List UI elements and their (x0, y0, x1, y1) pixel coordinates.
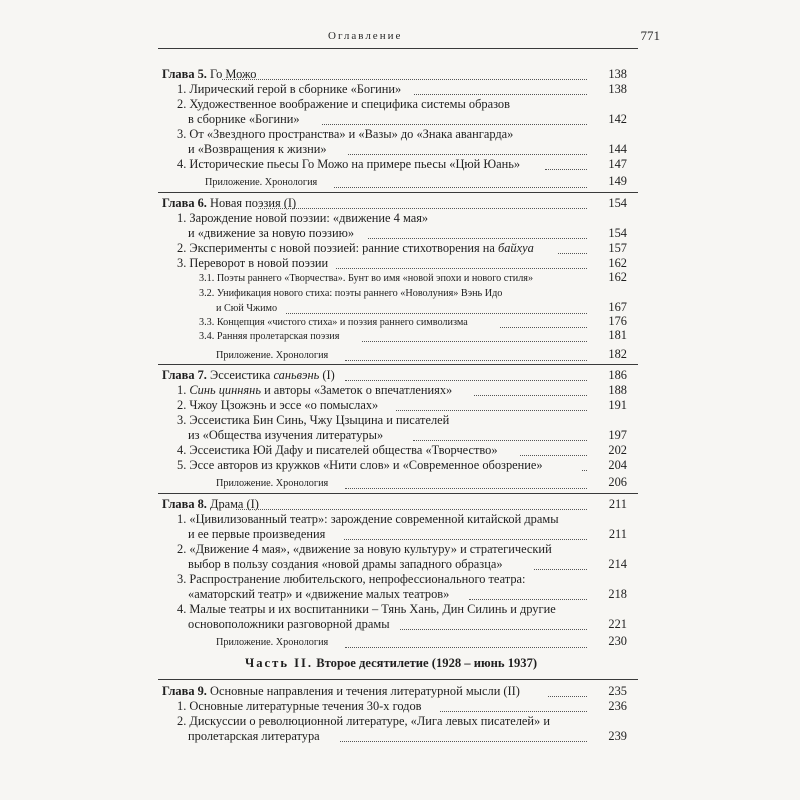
toc-page: 162 (608, 270, 627, 284)
toc-page: 236 (608, 699, 627, 713)
toc-page: 154 (608, 226, 627, 240)
toc-entry[interactable]: 3.3. Концепция «чистого стиха» и поэзия раннего символизма (199, 317, 468, 328)
chapter-8-page: 211 (608, 497, 627, 511)
toc-page: 206 (608, 475, 627, 489)
toc-page: 142 (608, 112, 627, 126)
toc-appendix[interactable]: Приложение. Хронология (216, 350, 329, 361)
toc-entry[interactable]: 2. «Движение 4 мая», «движение за новую культуру» и стратегический (177, 542, 552, 556)
toc-page: 221 (608, 617, 627, 631)
toc-entry[interactable]: 4. Эссеистика Юй Дафу и писателей общества «Творчество» (177, 443, 498, 457)
chapter-7-title[interactable]: Глава 7. Эссеистика саньвэнь (I) (162, 368, 335, 382)
toc-entry[interactable]: 3.1. Поэты раннего «Творчества». Бунт во имя «новой эпохи и нового стиля» (199, 273, 534, 284)
toc-page: 191 (608, 398, 627, 412)
toc-page: 230 (608, 634, 627, 648)
section-rule (158, 679, 638, 680)
section-rule (158, 493, 638, 494)
toc-entry[interactable]: и «движение за новую поэзию» (188, 226, 355, 240)
section-rule (158, 192, 638, 193)
toc-page: 144 (608, 142, 627, 156)
toc-page: 149 (608, 174, 627, 188)
toc-entry[interactable]: и ее первые произведения (188, 527, 326, 541)
toc-entry[interactable]: 3. Переворот в новой поэзии (177, 256, 329, 270)
toc-page: 214 (608, 557, 627, 571)
toc-page: 167 (608, 300, 627, 314)
toc-page: 188 (608, 383, 627, 397)
header-page-number: 771 (640, 28, 660, 43)
toc-entry[interactable]: 2. Чжоу Цзожэнь и эссе «о помыслах» (177, 398, 379, 412)
toc-entry[interactable]: 1. «Цивилизованный театр»: зарождение современной китайской драмы (177, 512, 559, 526)
toc-page: 202 (608, 443, 627, 457)
toc-entry[interactable]: из «Общества изучения литературы» (188, 428, 384, 442)
toc-entry[interactable]: основоположники разговорной драмы (188, 617, 390, 631)
chapter-6-title[interactable]: Глава 6. Новая поэзия (I) (162, 196, 297, 210)
toc-page: 138 (608, 82, 627, 96)
toc-entry[interactable]: 3.2. Унификация нового стиха: поэты раннего «Новолуния» Вэнь Идо (199, 288, 503, 299)
toc-appendix[interactable]: Приложение. Хронология (205, 177, 318, 188)
toc-appendix[interactable]: Приложение. Хронология (216, 478, 329, 489)
toc-entry[interactable]: 2. Эксперименты с новой поэзией: ранние стихотворения на байхуа (177, 241, 534, 255)
toc-entry[interactable]: в сборнике «Богини» (188, 112, 300, 126)
header-title: Оглавление (328, 30, 403, 42)
toc-entry[interactable]: 4. Исторические пьесы Го Можо на примере пьесы «Цюй Юань» (177, 157, 521, 171)
chapter-5-page: 138 (608, 67, 627, 81)
toc-page: 239 (608, 729, 627, 743)
toc-entry[interactable]: и «Возвращения к жизни» (188, 142, 327, 156)
toc-entry[interactable]: 5. Эссе авторов из кружков «Нити слов» и «Современное обозрение» (177, 458, 543, 472)
header-rule (158, 48, 638, 49)
section-rule (158, 364, 638, 365)
part-2-heading[interactable]: Часть II. Второе десятилетие (1928 – июнь 1937) (245, 656, 538, 670)
toc-entry[interactable]: 2. Художественное воображение и специфика системы образов (177, 97, 510, 111)
chapter-6-page: 154 (608, 196, 627, 210)
toc-entry[interactable]: и Сюй Чжимо (216, 303, 278, 314)
toc-appendix[interactable]: Приложение. Хронология (216, 637, 329, 648)
toc-entry[interactable]: 1. Основные литературные течения 30-х годов (177, 699, 422, 713)
toc-page: 157 (608, 241, 627, 255)
toc-page: 147 (608, 157, 627, 171)
toc-page: 211 (608, 527, 627, 541)
toc-entry[interactable]: 1. Зарождение новой поэзии: «движение 4 мая» (177, 211, 429, 225)
toc-page: 176 (608, 314, 627, 328)
toc-entry[interactable]: 3. Распространение любительского, непрофессионального театра: (177, 572, 526, 586)
toc-page: 204 (608, 458, 627, 472)
toc-entry[interactable]: 3. От «Звездного пространства» и «Вазы» до «Знака авангарда» (177, 127, 514, 141)
toc-page: 181 (608, 328, 627, 342)
toc-page: 197 (608, 428, 627, 442)
toc-entry[interactable]: пролетарская литература (188, 729, 320, 743)
chapter-7-page: 186 (608, 368, 627, 382)
toc-entry[interactable]: выбор в пользу создания «новой драмы западного образца» (188, 557, 503, 571)
chapter-5-title[interactable]: Глава 5. Го Можо (162, 67, 257, 81)
chapter-9-page: 235 (608, 684, 627, 698)
chapter-9-title[interactable]: Глава 9. Основные направления и течения литературной мысли (II) (162, 684, 520, 698)
toc-entry[interactable]: 3.4. Ранняя пролетарская поэзия (199, 331, 340, 342)
toc-page: 218 (608, 587, 627, 601)
toc-entry[interactable]: «аматорский театр» и «движение малых театров» (188, 587, 450, 601)
toc-entry[interactable]: 1. Синь циннянь и авторы «Заметок о впечатлениях» (177, 383, 453, 397)
toc-page: 182 (608, 347, 627, 361)
toc-entry[interactable]: 4. Малые театры и их воспитанники – Тянь Хань, Дин Силинь и другие (177, 602, 556, 616)
toc-entry[interactable]: 3. Эссеистика Бин Синь, Чжу Цзыцина и писателей (177, 413, 450, 427)
toc-entry[interactable]: 2. Дискуссии о революционной литературе, «Лига левых писателей» и (177, 714, 550, 728)
toc-entry[interactable]: 1. Лирический герой в сборнике «Богини» (177, 82, 402, 96)
toc-page: 162 (608, 256, 627, 270)
chapter-8-title[interactable]: Глава 8. Драма (I) (162, 497, 259, 511)
